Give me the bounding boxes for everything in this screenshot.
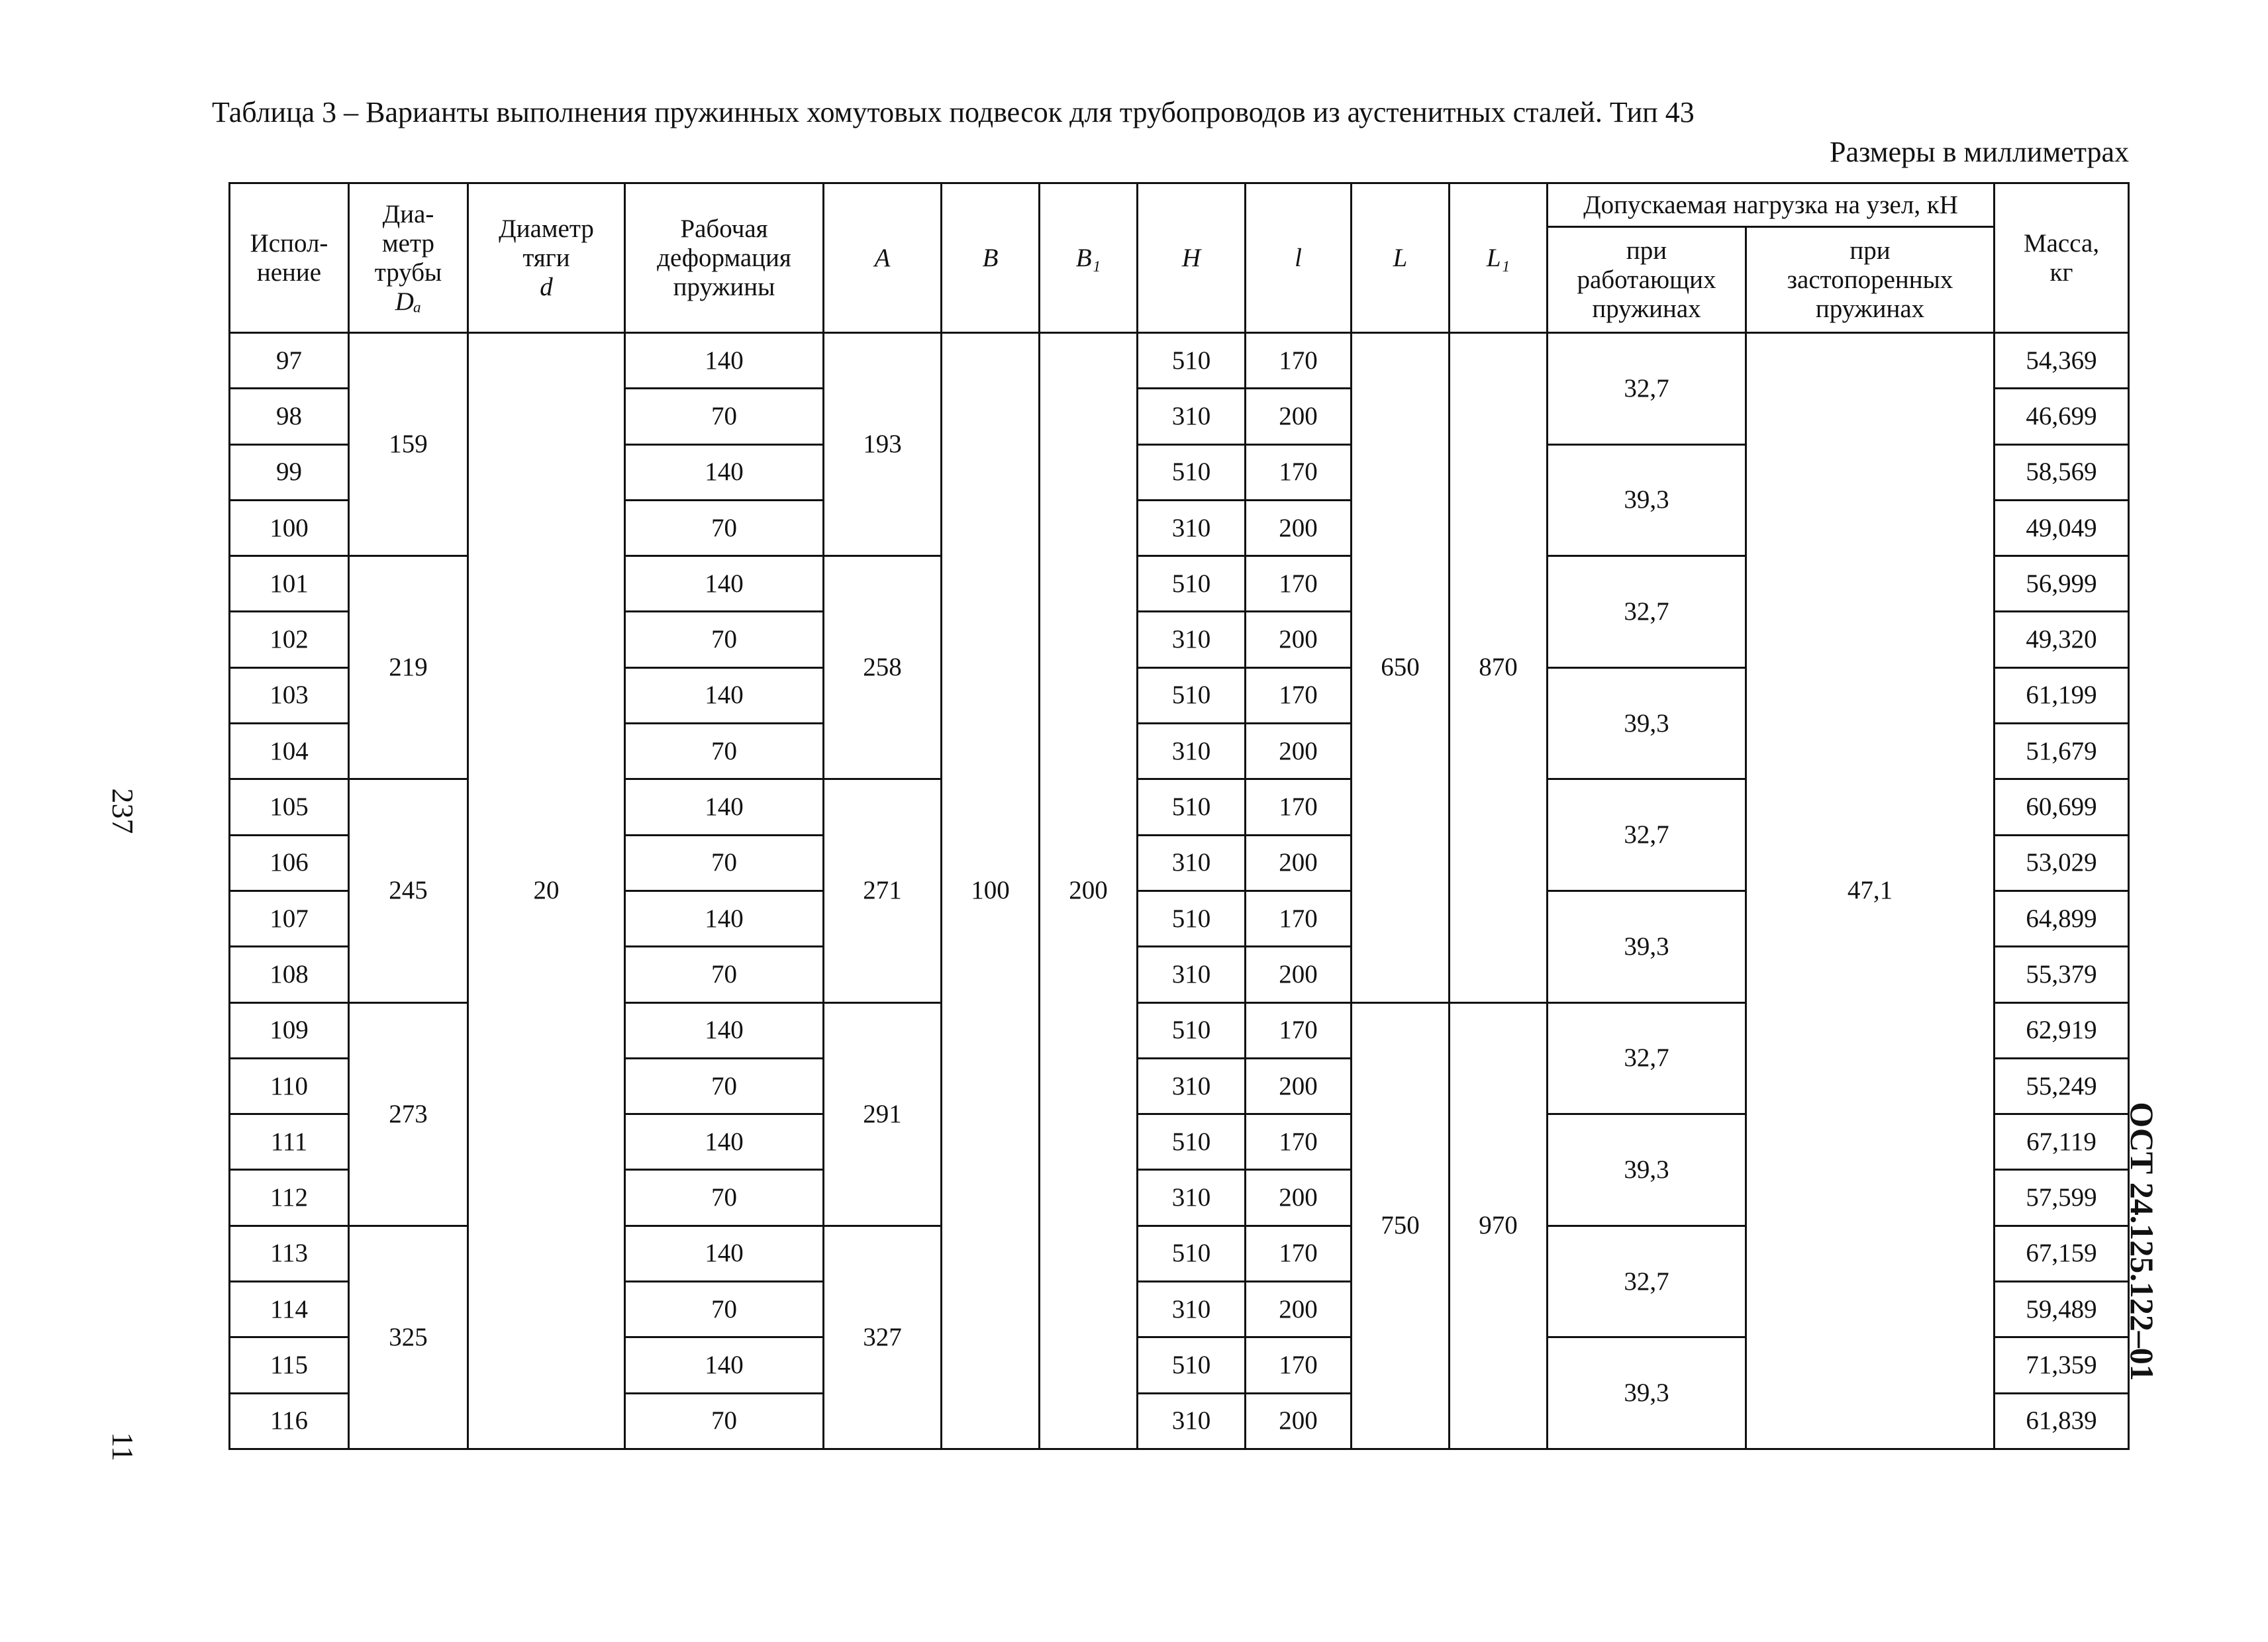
cell-load-working: 32,7 [1548,556,1746,668]
cell-H: 510 [1138,556,1246,612]
cell-l: 170 [1246,556,1352,612]
cell-L: 650 [1352,333,1450,1003]
cell-mass: 55,249 [1995,1058,2129,1114]
cell-ispolnenie: 98 [230,389,349,444]
cell-load-working: 32,7 [1548,1002,1746,1114]
left-margin [86,748,159,1516]
cell-ispolnenie: 113 [230,1226,349,1281]
cell-mass: 57,599 [1995,1170,2129,1226]
header-H: H [1138,183,1246,333]
cell-ispolnenie: 108 [230,947,349,1002]
header-rod-diameter [468,183,625,333]
cell-load-working: 39,3 [1548,1337,1746,1449]
cell-A: 258 [824,556,942,779]
cell-ispolnenie: 106 [230,835,349,891]
cell-load-working: 32,7 [1548,779,1746,891]
cell-rod-diameter: 20 [468,333,625,1449]
cell-mass: 67,159 [1995,1226,2129,1281]
cell-ispolnenie: 100 [230,500,349,555]
cell-l: 170 [1246,1002,1352,1058]
cell-H: 310 [1138,389,1246,444]
cell-l: 200 [1246,1282,1352,1337]
cell-deformation: 140 [625,556,824,612]
cell-mass: 59,489 [1995,1282,2129,1337]
cell-deformation: 140 [625,444,824,500]
cell-deformation: 70 [625,1170,824,1226]
cell-H: 510 [1138,667,1246,723]
cell-deformation: 70 [625,947,824,1002]
cell-mass: 54,369 [1995,333,2129,389]
cell-l: 200 [1246,724,1352,779]
spec-table-body [230,333,2129,1449]
cell-H: 510 [1138,891,1246,946]
cell-deformation: 140 [625,1114,824,1170]
cell-deformation: 140 [625,333,824,389]
header-L: L [1352,183,1450,333]
cell-mass: 53,029 [1995,835,2129,891]
cell-mass: 64,899 [1995,891,2129,946]
cell-l: 200 [1246,835,1352,891]
cell-deformation: 140 [625,1226,824,1281]
cell-load-working: 32,7 [1548,1226,1746,1337]
cell-l: 170 [1246,333,1352,389]
cell-L1: 970 [1450,1002,1548,1449]
cell-l: 170 [1246,444,1352,500]
table-row [230,333,2129,389]
cell-ispolnenie: 109 [230,1002,349,1058]
cell-l: 170 [1246,1337,1352,1393]
cell-H: 510 [1138,779,1246,835]
cell-H: 510 [1138,1337,1246,1393]
page-number-left: 237 [106,788,140,834]
header-load-locked: при застопоренных пружинах [1746,227,1995,333]
cell-H: 310 [1138,1393,1246,1449]
cell-mass: 56,999 [1995,556,2129,612]
cell-pipe-diameter: 219 [349,556,468,779]
cell-deformation: 140 [625,891,824,946]
cell-H: 310 [1138,1170,1246,1226]
cell-mass: 67,119 [1995,1114,2129,1170]
cell-H: 310 [1138,1282,1246,1337]
header-pipe-diameter-symbol: Dₐ [395,287,422,316]
cell-pipe-diameter: 325 [349,1226,468,1449]
cell-ispolnenie: 112 [230,1170,349,1226]
cell-ispolnenie: 105 [230,779,349,835]
cell-l: 170 [1246,1114,1352,1170]
cell-deformation: 70 [625,1393,824,1449]
cell-ispolnenie: 102 [230,612,349,667]
header-mass: Масса, кг [1995,183,2129,333]
header-A: A [824,183,942,333]
cell-H: 310 [1138,724,1246,779]
cell-l: 200 [1246,500,1352,555]
cell-H: 310 [1138,612,1246,667]
cell-mass: 49,049 [1995,500,2129,555]
cell-mass: 46,699 [1995,389,2129,444]
cell-l: 170 [1246,779,1352,835]
cell-ispolnenie: 104 [230,724,349,779]
cell-H: 510 [1138,1114,1246,1170]
header-rod-diameter-symbol: d [540,272,553,301]
cell-H: 510 [1138,333,1246,389]
cell-L1: 870 [1450,333,1548,1003]
cell-deformation: 70 [625,1282,824,1337]
cell-A: 327 [824,1226,942,1449]
cell-deformation: 70 [625,724,824,779]
cell-mass: 60,699 [1995,779,2129,835]
page-number-right: 11 [106,1431,140,1462]
cell-l: 170 [1246,891,1352,946]
cell-H: 310 [1138,947,1246,1002]
cell-H: 310 [1138,500,1246,555]
cell-load-working: 39,3 [1548,1114,1746,1226]
cell-l: 170 [1246,667,1352,723]
document-code: ОСТ 24.125.122–01 [2124,1102,2161,1381]
cell-ispolnenie: 110 [230,1058,349,1114]
header-L1: L₁ [1450,183,1548,333]
cell-l: 200 [1246,1170,1352,1226]
cell-H: 510 [1138,1002,1246,1058]
cell-pipe-diameter: 273 [349,1002,468,1226]
header-ispolnenie: Испол- нение [230,183,349,333]
cell-ispolnenie: 116 [230,1393,349,1449]
cell-mass: 55,379 [1995,947,2129,1002]
header-B1: B₁ [1040,183,1138,333]
cell-load-locked: 47,1 [1746,333,1995,1449]
cell-deformation: 70 [625,612,824,667]
cell-pipe-diameter: 245 [349,779,468,1002]
cell-mass: 51,679 [1995,724,2129,779]
cell-ispolnenie: 101 [230,556,349,612]
cell-A: 193 [824,333,942,556]
cell-load-working: 39,3 [1548,891,1746,1002]
cell-ispolnenie: 111 [230,1114,349,1170]
cell-l: 170 [1246,1226,1352,1281]
cell-ispolnenie: 115 [230,1337,349,1393]
cell-ispolnenie: 103 [230,667,349,723]
header-load-group: Допускаемая нагрузка на узел, кН [1548,183,1995,227]
table-caption: Таблица 3 – Варианты выполнения пружинных хомутовых подвесок для трубопроводов из аустенитных сталей. Тип 43 [212,96,1695,128]
cell-deformation: 70 [625,835,824,891]
cell-H: 310 [1138,1058,1246,1114]
header-pipe-diameter [349,183,468,333]
header-rod-diameter-label: Диаметр тяги [499,214,594,272]
cell-A: 271 [824,779,942,1002]
cell-H: 510 [1138,1226,1246,1281]
cell-load-working: 32,7 [1548,333,1746,445]
cell-deformation: 70 [625,500,824,555]
cell-ispolnenie: 99 [230,444,349,500]
cell-mass: 71,359 [1995,1337,2129,1393]
cell-load-working: 39,3 [1548,667,1746,779]
cell-mass: 62,919 [1995,1002,2129,1058]
cell-l: 200 [1246,389,1352,444]
cell-mass: 61,199 [1995,667,2129,723]
cell-H: 310 [1138,835,1246,891]
header-l: l [1246,183,1352,333]
spec-table [228,182,2130,1450]
cell-l: 200 [1246,947,1352,1002]
cell-mass: 61,839 [1995,1393,2129,1449]
cell-l: 200 [1246,1393,1352,1449]
header-deformation: Рабочая деформация пружины [625,183,824,333]
cell-mass: 58,569 [1995,444,2129,500]
cell-H: 510 [1138,444,1246,500]
cell-load-working: 39,3 [1548,444,1746,556]
cell-ispolnenie: 114 [230,1282,349,1337]
cell-ispolnenie: 97 [230,333,349,389]
cell-pipe-diameter: 159 [349,333,468,556]
units-note: Размеры в миллиметрах [1830,136,2129,168]
cell-l: 200 [1246,612,1352,667]
cell-B1: 200 [1040,333,1138,1449]
cell-L: 750 [1352,1002,1450,1449]
header-load-working: при работающих пружинах [1548,227,1746,333]
cell-B: 100 [942,333,1040,1449]
cell-ispolnenie: 107 [230,891,349,946]
cell-deformation: 70 [625,389,824,444]
cell-deformation: 140 [625,667,824,723]
cell-deformation: 70 [625,1058,824,1114]
header-B: B [942,183,1040,333]
cell-A: 291 [824,1002,942,1226]
cell-l: 200 [1246,1058,1352,1114]
cell-mass: 49,320 [1995,612,2129,667]
cell-deformation: 140 [625,1337,824,1393]
cell-deformation: 140 [625,779,824,835]
cell-deformation: 140 [625,1002,824,1058]
header-pipe-diameter-label: Диа- метр трубы [374,199,442,287]
